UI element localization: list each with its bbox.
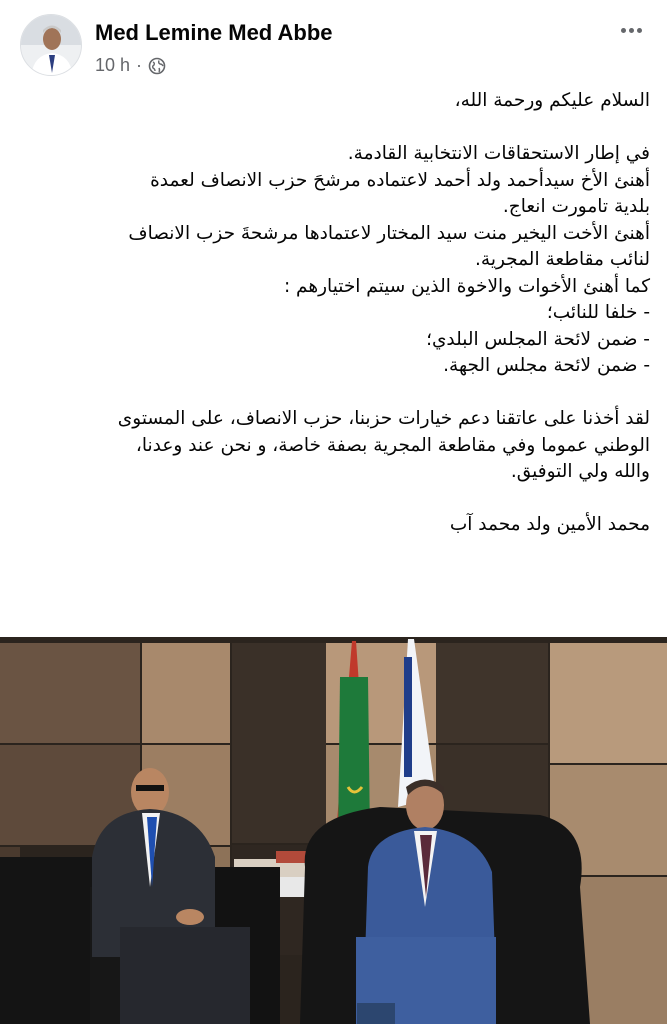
- post-meta: [95, 55, 166, 76]
- paragraph-gap: [20, 486, 650, 513]
- more-dot: [629, 28, 634, 33]
- post-text-line: - خلفا للنائب؛: [546, 302, 650, 323]
- post-text-line: - ضمن لائحة مجلس الجهة.: [443, 355, 650, 376]
- paragraph-gap: [20, 115, 650, 142]
- post-text-line: في إطار الاستحقاقات الانتخابية القادمة.: [347, 143, 650, 164]
- post-text-line: لقد أخذنا على عاتقنا دعم خيارات حزبنا، حزب الانصاف، على المستوى: [117, 408, 650, 429]
- post-text: [20, 88, 650, 539]
- post-text-line: لنائب مقاطعة المجرية.: [475, 249, 650, 270]
- post-text-line: والله ولي التوفيق.: [510, 461, 650, 482]
- post-text-line: كما أهنئ الأخوات والاخوة الذين سيتم اختيارهم :: [283, 275, 650, 297]
- post-text-line: محمد الأمين ولد محمد آب: [449, 514, 650, 535]
- author-name[interactable]: Med Lemine Med Abbe: [95, 20, 333, 45]
- post-text-line: بلدية تامورت انعاج.: [502, 196, 650, 217]
- more-options-button[interactable]: [611, 16, 651, 44]
- post-text-line: أهنئ الأخت اليخير منت سيد المختار لاعتمادها مرشحةَ حزب الانصاف: [128, 222, 650, 244]
- paragraph-gap: [20, 380, 650, 407]
- photo-image: [0, 637, 667, 1024]
- avatar-photo: [21, 15, 82, 76]
- post-time[interactable]: 10 h: [95, 55, 131, 75]
- post-text-line: أهنئ الأخ سيدأحمد ولد أحمد لاعتماده مرشحَ حزب الانصاف لعمدة: [150, 169, 650, 191]
- more-horizontal-icon: [621, 28, 626, 33]
- post-text-line: السلام عليكم ورحمة الله،: [454, 90, 650, 111]
- post-photo[interactable]: [0, 637, 667, 1024]
- avatar[interactable]: [20, 14, 82, 76]
- post-header: [0, 0, 667, 90]
- meta-separator: ·: [136, 55, 143, 75]
- more-dot: [637, 28, 642, 33]
- post-text-line: الوطني عموما وفي مقاطعة المجرية بصفة خاصة، و نحن عند وعدنا،: [135, 434, 650, 456]
- post-text-line: - ضمن لائحة المجلس البلدي؛: [426, 328, 650, 350]
- globe-icon[interactable]: [148, 57, 166, 75]
